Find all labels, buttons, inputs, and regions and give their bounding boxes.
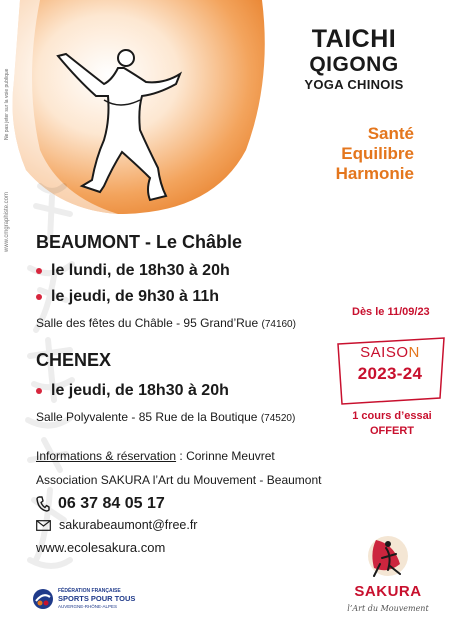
hero-title bbox=[284, 26, 424, 93]
phone-number: 06 37 84 05 17 bbox=[58, 495, 165, 512]
season-years: 2023-24 bbox=[357, 364, 423, 383]
sakura-tagline: l’Art du Mouvement bbox=[347, 604, 429, 613]
chenex-session-thursday bbox=[36, 382, 229, 400]
session-text: le jeudi, de 18h30 à 20h bbox=[51, 382, 229, 399]
chenex-title: CHENEX bbox=[36, 350, 112, 370]
email-line[interactable] bbox=[36, 518, 197, 532]
federation-line-2: SPORTS POUR TOUS bbox=[58, 594, 136, 603]
venue-address: Salle Polyvalente - 85 Rue de la Boutique bbox=[36, 410, 258, 424]
email-address: sakurabeaumont@free.fr bbox=[59, 518, 198, 532]
disclaimer-text: Ne pas jeter sur la voie publique bbox=[4, 68, 10, 140]
sports-pour-tous-logo bbox=[32, 587, 135, 611]
venue-postcode: (74160) bbox=[261, 319, 296, 330]
sakura-logo-icon bbox=[336, 530, 440, 630]
season-word-last: N bbox=[408, 344, 420, 361]
orange-swoosh bbox=[13, 0, 265, 214]
virtue-harmonie: Harmonie bbox=[335, 164, 414, 183]
virtue-sante: Santé bbox=[367, 124, 414, 143]
beaumont-session-thursday bbox=[36, 288, 219, 306]
beaumont-title: BEAUMONT - Le Châble bbox=[36, 232, 243, 252]
federation-line-3: AUVERGNE-RHÔNE-ALPES bbox=[58, 604, 118, 609]
season-start-date: Dès le 11/09/23 bbox=[352, 306, 430, 318]
season-label bbox=[336, 343, 444, 385]
session-text: le jeudi, de 9h30 à 11h bbox=[51, 288, 220, 305]
sakura-name: SAKURA bbox=[354, 583, 422, 600]
venue-postcode: (74520) bbox=[260, 413, 296, 424]
info-contact-name: : Corinne Meuvret bbox=[176, 449, 275, 463]
venue-address: Salle des fêtes du Châble - 95 Grand’Rue bbox=[36, 316, 259, 330]
info-label: Informations & réservation bbox=[36, 449, 177, 463]
bullet-dot-icon bbox=[36, 388, 42, 394]
envelope-icon bbox=[36, 520, 51, 531]
association-line: Association SAKURA l’Art du Mouvement - Beaumont bbox=[36, 473, 322, 487]
beaumont-session-monday bbox=[36, 262, 230, 280]
sports-pour-tous-logo-icon bbox=[32, 588, 54, 610]
phone-icon bbox=[36, 496, 50, 512]
title-taichi: TAICHI bbox=[311, 25, 397, 53]
session-text: le lundi, de 18h30 à 20h bbox=[51, 262, 230, 279]
trial-line-1: 1 cours d’essai bbox=[352, 410, 432, 422]
federation-line-1: FÉDÉRATION FRANÇAISE bbox=[58, 588, 121, 594]
phone-line[interactable] bbox=[36, 495, 165, 513]
federation-text bbox=[58, 587, 135, 611]
bullet-dot-icon bbox=[36, 294, 42, 300]
chenex-venue bbox=[36, 410, 295, 424]
title-qigong: QIGONG bbox=[309, 53, 399, 76]
beaumont-venue bbox=[36, 316, 296, 330]
trial-offer bbox=[340, 409, 444, 439]
virtue-equilibre: Equilibre bbox=[341, 144, 414, 163]
bullet-dot-icon bbox=[36, 268, 42, 274]
virtues-list bbox=[290, 124, 414, 184]
taichi-figure-illustration bbox=[58, 50, 180, 200]
title-yoga: YOGA CHINOIS bbox=[304, 77, 404, 92]
trial-line-2: OFFERT bbox=[370, 425, 414, 437]
season-word-main: SAISO bbox=[360, 344, 409, 361]
info-reservation bbox=[36, 449, 275, 463]
credit-text: www.cmgraphiste.com bbox=[4, 191, 10, 252]
website-link[interactable]: www.ecolesakura.com bbox=[36, 540, 166, 555]
season-word bbox=[336, 343, 444, 363]
